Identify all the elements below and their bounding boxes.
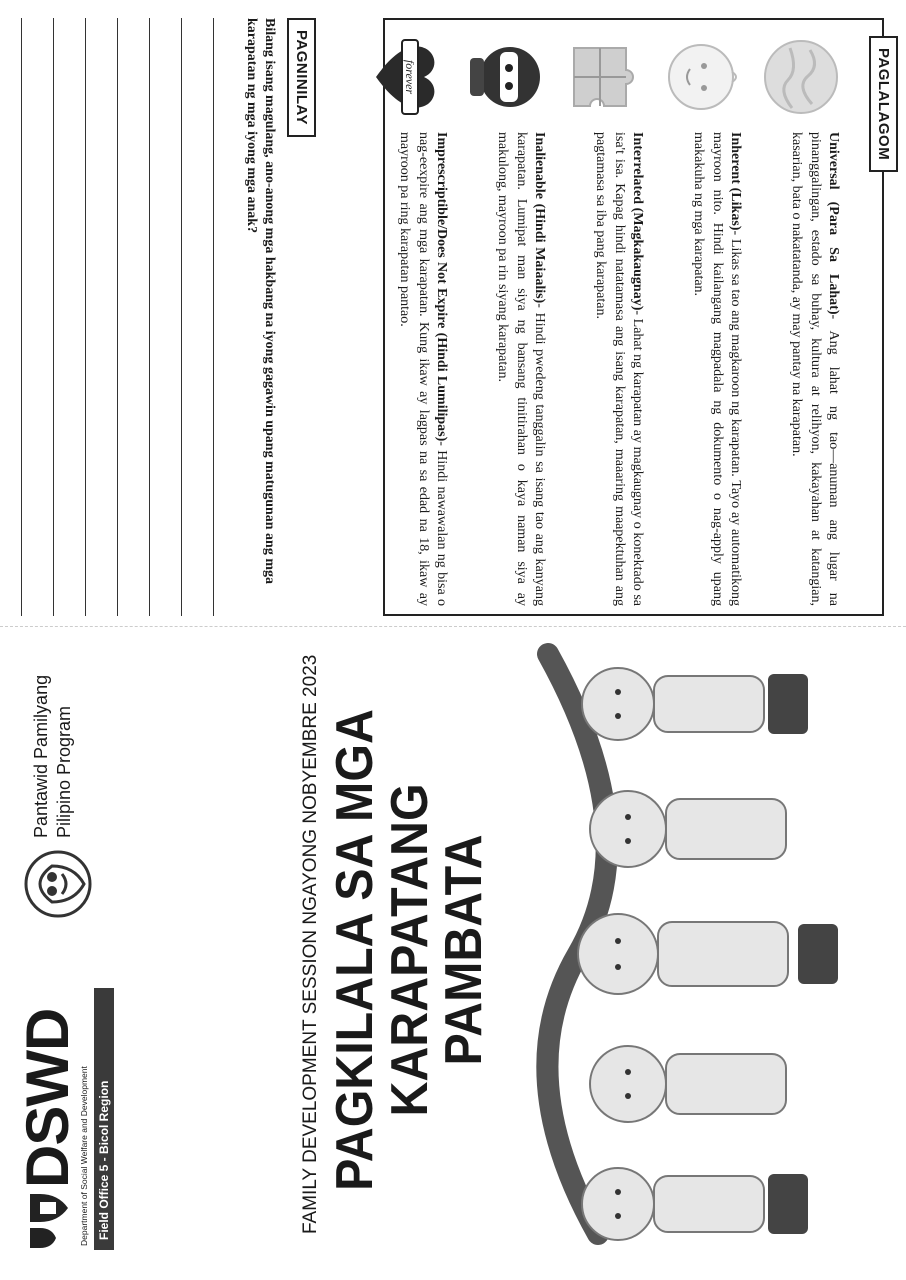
answer-line[interactable] — [117, 18, 118, 616]
reflection-question: Bilang isang magulang, ano-anong mga hakbang na iyong gagawin upang matugunan ang mga karapatan ng mga iyong mga anak? — [243, 18, 277, 585]
puzzle-icon — [564, 36, 646, 118]
program-line-1: Pantawid Pamilyang — [31, 674, 51, 838]
baby-face-icon — [662, 36, 744, 118]
ninja-icon — [466, 36, 548, 118]
summary-heading: PAGLALAGOM — [869, 36, 898, 172]
answer-line[interactable] — [53, 18, 54, 616]
logo-row — [14, 630, 218, 1250]
globe-icon — [760, 36, 842, 118]
answer-line[interactable] — [213, 18, 214, 616]
reflection-heading: PAGNINILAY — [287, 18, 316, 137]
dswd-department: Department of Social Welfare and Development — [79, 1066, 89, 1246]
inherent-text: Inherent (Likas)- Likas sa tao ang magkaroon ng karapatan. Tayo ay automatikong mayroon nito. Hindi kailangang magpadala ng dokumento o nag-apply upang makakuha ng mga karapatan. — [691, 132, 743, 606]
back-panel — [0, 0, 906, 615]
program-line-2: Pilipino Program — [53, 705, 74, 838]
list-item — [466, 36, 548, 606]
cover-panel — [0, 615, 906, 1280]
reflection-section — [6, 18, 310, 616]
list-item — [760, 36, 842, 606]
answer-line[interactable] — [85, 18, 86, 616]
answer-line[interactable] — [21, 18, 22, 616]
universal-text: Universal (Para Sa Lahat)- Ang lahat ng tao—anuman ang lugar na pinanggalingan, estado sa buhay, kultura at relihyon, kakayahan at katangian, kasarian, bata o nakatatanda, ay may pantay na karapatan. — [789, 132, 841, 606]
pantawid-program-name — [30, 675, 75, 838]
summary-list — [352, 36, 842, 606]
dswd-logo-text: DSWD — [14, 1008, 81, 1188]
inalienable-text: Inalienable (Hindi Maiaalis)- Hindi pwedeng tanggalin sa isang tao ang kanyang karapatan. Lumipat man siya ng bansang tinitirahan o kaya naman siya ay makulong, mayroon pa rin siyang karapatan. — [495, 132, 547, 606]
title-line-1: PAGKILALA SA MGA — [326, 709, 384, 1191]
title-line-2: KARAPATANG PAMBATA — [380, 783, 494, 1117]
children-painting-illustration — [468, 624, 904, 1274]
forever-label: forever — [403, 59, 417, 95]
forever-heart-icon — [368, 36, 450, 118]
field-office-banner: Field Office 5 - Bicol Region — [94, 988, 114, 1250]
list-item — [662, 36, 744, 606]
answer-line[interactable] — [181, 18, 182, 616]
list-item — [564, 36, 646, 606]
answer-line[interactable] — [149, 18, 150, 616]
session-subtitle: FAMILY DEVELOPMENT SESSION NGAYONG NOBYEMBRE 2023 — [300, 654, 321, 1234]
list-item — [368, 36, 450, 606]
imprescriptible-text: Imprescriptible/Does Not Expire (Hindi Lumilipas)- Hindi nawawalan ng bisa o nag-eexpire ang mga karapatan. Kung ikaw ay lagpas na sa edad na 18, ikaw ay mayroon pa ring karapatan pantao. — [397, 132, 449, 606]
interrelated-text: Interrelated (Magkakaugnay)- Lahat ng karapatan ay magkaugnay o konektado sa isa't isa. Kapag hindi natatamasa ang isang karapatan, maaaring maapektuhan ang pagtamasa sa iba pang karapatan. — [593, 132, 645, 606]
dswd-shield-icon — [26, 1192, 74, 1250]
pantawid-logo-icon — [22, 848, 94, 920]
summary-box — [383, 18, 892, 616]
